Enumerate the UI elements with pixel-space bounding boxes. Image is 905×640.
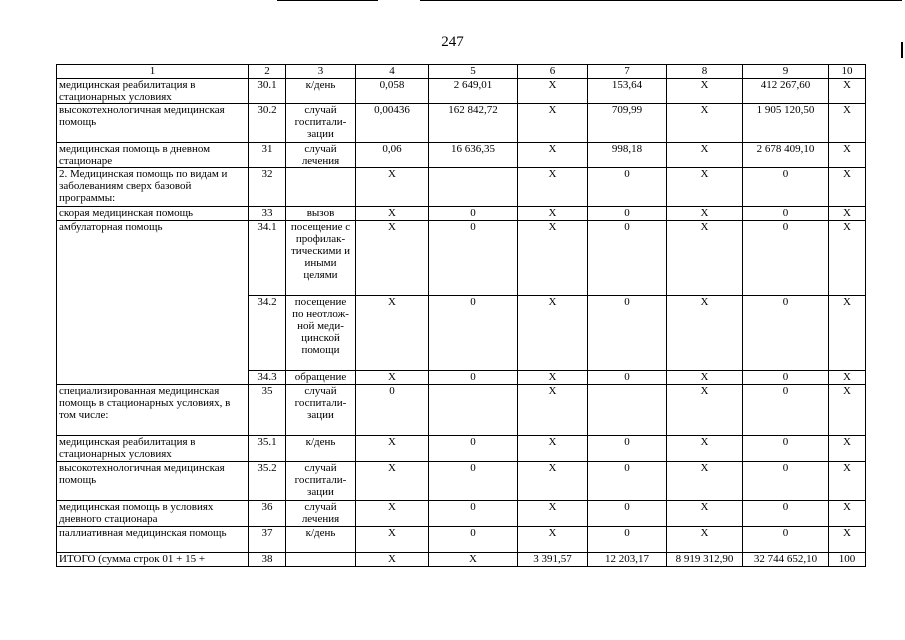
cell-col5: Х — [429, 553, 518, 567]
cell-col8: Х — [667, 168, 743, 207]
cell-col6: Х — [518, 207, 588, 221]
cell-col10: Х — [829, 462, 866, 501]
cell-col7: 0 — [588, 462, 667, 501]
table-row — [57, 207, 866, 221]
row-code: 30.1 — [249, 79, 286, 104]
cell-col4: 0,00436 — [356, 104, 429, 143]
table-row — [57, 168, 866, 207]
row-code: 36 — [249, 501, 286, 527]
row-label: паллиативная медицинская помощь — [57, 527, 249, 553]
cell-col4: Х — [356, 371, 429, 385]
cell-col8: Х — [667, 79, 743, 104]
cell-col7: 0 — [588, 371, 667, 385]
table-row — [57, 553, 866, 567]
table-row — [57, 527, 866, 553]
cell-col5: 0 — [429, 371, 518, 385]
row-unit — [286, 553, 356, 567]
cell-col5 — [429, 385, 518, 436]
cell-col5: 0 — [429, 207, 518, 221]
cell-col7: 12 203,17 — [588, 553, 667, 567]
cell-col9: 0 — [743, 436, 829, 462]
cell-col4: 0,058 — [356, 79, 429, 104]
cell-col10: Х — [829, 385, 866, 436]
cell-col10: Х — [829, 207, 866, 221]
cell-col10: Х — [829, 79, 866, 104]
header-cell: 2 — [249, 65, 286, 79]
cell-col6: Х — [518, 527, 588, 553]
header-cell: 9 — [743, 65, 829, 79]
row-code: 35 — [249, 385, 286, 436]
row-unit: случай госпитали-зации — [286, 385, 356, 436]
cell-col6: Х — [518, 104, 588, 143]
row-label: высокотехнологичная медицинская помощь — [57, 104, 249, 143]
cell-col8: Х — [667, 296, 743, 371]
cell-col9: 0 — [743, 462, 829, 501]
row-code: 31 — [249, 143, 286, 168]
cell-col9: 32 744 652,10 — [743, 553, 829, 567]
cell-col5: 162 842,72 — [429, 104, 518, 143]
row-code: 34.1 — [249, 221, 286, 296]
row-unit: посещение по неотлож-ной меди-цинской помощи — [286, 296, 356, 371]
cell-col4: Х — [356, 221, 429, 296]
row-label: ИТОГО (сумма строк 01 + 15 + — [57, 553, 249, 567]
cell-col5: 0 — [429, 296, 518, 371]
cell-col6: Х — [518, 143, 588, 168]
row-label: медицинская реабилитация в стационарных условиях — [57, 79, 249, 104]
cell-col10: 100 — [829, 553, 866, 567]
cell-col7: 998,18 — [588, 143, 667, 168]
cell-col9: 0 — [743, 527, 829, 553]
cell-col7: 0 — [588, 168, 667, 207]
cell-col9: 0 — [743, 385, 829, 436]
header-cell: 7 — [588, 65, 667, 79]
row-unit: к/день — [286, 436, 356, 462]
cell-col5: 0 — [429, 221, 518, 296]
row-label: медицинская помощь в условиях дневного стационара — [57, 501, 249, 527]
table-row — [57, 385, 866, 436]
cell-col10: Х — [829, 436, 866, 462]
table-row — [57, 436, 866, 462]
row-code: 34.3 — [249, 371, 286, 385]
cell-col8: Х — [667, 462, 743, 501]
cell-col6: Х — [518, 221, 588, 296]
header-cell: 1 — [57, 65, 249, 79]
cell-col8: Х — [667, 143, 743, 168]
table-row — [57, 79, 866, 104]
page-number: 247 — [441, 34, 464, 50]
cell-col4: Х — [356, 296, 429, 371]
cell-col7: 0 — [588, 436, 667, 462]
header-cell: 6 — [518, 65, 588, 79]
cell-col9: 0 — [743, 501, 829, 527]
row-unit: вызов — [286, 207, 356, 221]
row-unit: посещение с профилак-тическими и иными целями — [286, 221, 356, 296]
row-unit: случай лечения — [286, 501, 356, 527]
cell-col6: Х — [518, 296, 588, 371]
header-cell: 3 — [286, 65, 356, 79]
header-cell: 4 — [356, 65, 429, 79]
row-unit: к/день — [286, 527, 356, 553]
cell-col9: 0 — [743, 221, 829, 296]
row-label: 2. Медицинская помощь по видам и заболеваниям сверх базовой программы: — [57, 168, 249, 207]
cell-col10: Х — [829, 104, 866, 143]
cell-col7: 709,99 — [588, 104, 667, 143]
row-unit: к/день — [286, 79, 356, 104]
row-code: 33 — [249, 207, 286, 221]
header-cell: 10 — [829, 65, 866, 79]
row-unit: случай госпитали-зации — [286, 104, 356, 143]
header-cell: 5 — [429, 65, 518, 79]
top-rule-right — [420, 0, 902, 1]
cell-col6: Х — [518, 371, 588, 385]
cell-col7: 0 — [588, 296, 667, 371]
cell-col5: 0 — [429, 501, 518, 527]
cell-col8: Х — [667, 221, 743, 296]
data-table — [56, 64, 866, 567]
cell-col6: 3 391,57 — [518, 553, 588, 567]
cell-col6: Х — [518, 462, 588, 501]
cell-col6: Х — [518, 385, 588, 436]
cell-col8: Х — [667, 385, 743, 436]
row-label: высокотехнологичная медицинская помощь — [57, 462, 249, 501]
cell-col9: 0 — [743, 207, 829, 221]
cell-col9: 1 905 120,50 — [743, 104, 829, 143]
cell-col4: Х — [356, 462, 429, 501]
row-code: 38 — [249, 553, 286, 567]
row-code: 35.2 — [249, 462, 286, 501]
cell-col4: Х — [356, 527, 429, 553]
cell-col5: 16 636,35 — [429, 143, 518, 168]
cell-col5: 0 — [429, 436, 518, 462]
cell-col5: 0 — [429, 462, 518, 501]
cell-col4: 0 — [356, 385, 429, 436]
cell-col10: Х — [829, 501, 866, 527]
cell-col4: Х — [356, 168, 429, 207]
cell-col10: Х — [829, 296, 866, 371]
cell-col7: 0 — [588, 221, 667, 296]
table-row — [57, 104, 866, 143]
cell-col8: 8 919 312,90 — [667, 553, 743, 567]
cell-col9: 0 — [743, 296, 829, 371]
cell-col6: Х — [518, 168, 588, 207]
cell-col7: 0 — [588, 527, 667, 553]
cell-col7: 0 — [588, 207, 667, 221]
cell-col8: Х — [667, 436, 743, 462]
cell-col9: 0 — [743, 371, 829, 385]
row-unit: обращение — [286, 371, 356, 385]
cell-col7: 0 — [588, 501, 667, 527]
cell-col8: Х — [667, 501, 743, 527]
cell-col4: 0,06 — [356, 143, 429, 168]
cell-col6: Х — [518, 79, 588, 104]
row-label: медицинская реабилитация в стационарных условиях — [57, 436, 249, 462]
row-label: медицинская помощь в дневном стационаре — [57, 143, 249, 168]
row-unit: случай лечения — [286, 143, 356, 168]
cell-col10: Х — [829, 527, 866, 553]
cell-col6: Х — [518, 436, 588, 462]
cell-col5 — [429, 168, 518, 207]
cell-col8: Х — [667, 527, 743, 553]
row-code: 32 — [249, 168, 286, 207]
cell-col8: Х — [667, 371, 743, 385]
cell-col10: Х — [829, 143, 866, 168]
table-row — [57, 221, 866, 296]
cell-col9: 0 — [743, 168, 829, 207]
cell-col10: Х — [829, 168, 866, 207]
cell-col10: Х — [829, 371, 866, 385]
cell-col5: 0 — [429, 527, 518, 553]
cell-col9: 412 267,60 — [743, 79, 829, 104]
cell-col5: 2 649,01 — [429, 79, 518, 104]
cell-col7 — [588, 385, 667, 436]
row-label: специализированная медицинская помощь в стационарных условиях, в том числе: — [57, 385, 249, 436]
row-code: 37 — [249, 527, 286, 553]
top-rule-left — [277, 0, 378, 1]
row-code: 35.1 — [249, 436, 286, 462]
row-label: скорая медицинская помощь — [57, 207, 249, 221]
cell-col4: Х — [356, 553, 429, 567]
row-code: 34.2 — [249, 296, 286, 371]
row-unit — [286, 168, 356, 207]
cell-col10: Х — [829, 221, 866, 296]
cell-col8: Х — [667, 104, 743, 143]
cell-col9: 2 678 409,10 — [743, 143, 829, 168]
cell-col8: Х — [667, 207, 743, 221]
row-label: амбулаторная помощь — [57, 221, 249, 385]
header-cell: 8 — [667, 65, 743, 79]
row-code: 30.2 — [249, 104, 286, 143]
row-unit: случай госпитали-зации — [286, 462, 356, 501]
cell-col4: Х — [356, 207, 429, 221]
header-row — [57, 65, 866, 79]
cell-col4: Х — [356, 501, 429, 527]
table-row — [57, 462, 866, 501]
cell-col7: 153,64 — [588, 79, 667, 104]
table-row — [57, 501, 866, 527]
cell-col4: Х — [356, 436, 429, 462]
cell-col6: Х — [518, 501, 588, 527]
table-row — [57, 143, 866, 168]
